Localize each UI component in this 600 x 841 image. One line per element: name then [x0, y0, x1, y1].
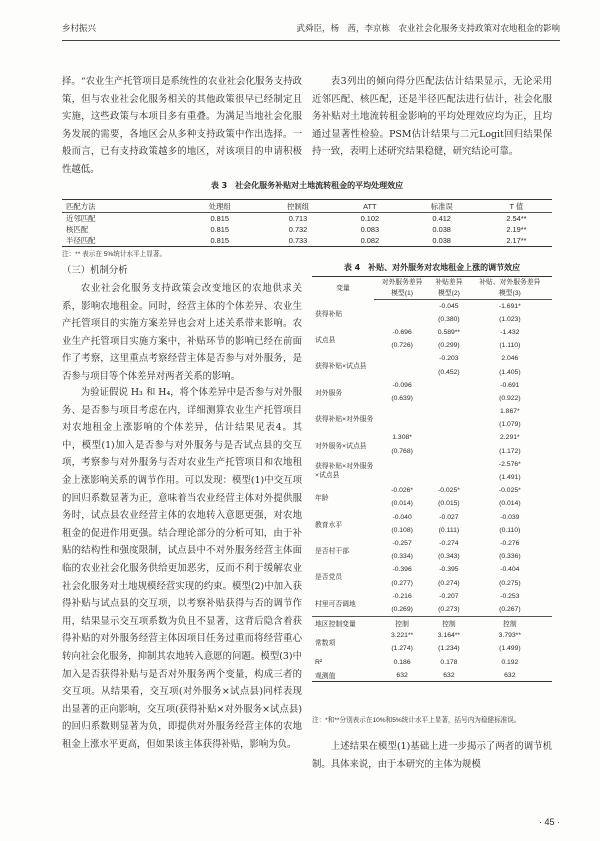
- table-cell: 控制: [430, 616, 467, 629]
- table-cell: 0.815: [210, 225, 229, 234]
- table-row: [312, 656, 552, 669]
- table-cell: (1.079): [499, 421, 521, 429]
- table-cell: 3.164**: [437, 632, 461, 640]
- table-cell: -0.257: [392, 539, 412, 547]
- table-cell: 0.082: [360, 236, 380, 245]
- table3-header: 控制组: [259, 200, 337, 213]
- table-cell: 3.221**: [390, 632, 414, 640]
- table-cell: 0.038: [432, 225, 451, 234]
- table-cell: (0.014): [499, 500, 521, 508]
- table-cell: (1.172): [499, 447, 521, 455]
- table-row: [312, 300, 552, 313]
- table-cell: [430, 445, 467, 458]
- table-cell: (1.023): [499, 315, 521, 323]
- row-label: 是否村干部: [315, 548, 349, 556]
- table-cell: [374, 300, 430, 313]
- table-cell: (0.274): [438, 579, 460, 587]
- row-label: 地区控制变量: [312, 616, 374, 629]
- table-cell: [374, 458, 430, 471]
- table-cell: -0.216: [392, 592, 412, 600]
- table-cell: -0.027: [439, 513, 459, 521]
- table-cell: 0.589**: [437, 328, 461, 336]
- top-left-paragraph: 择。“农业生产托管项目是系统性的农业社会化服务支持政策，但与农业社会化服务相关的其他政策很早已经制定且实施，这些政策与本项目多有重叠。为满足当地社会化服务发展的需要，各地区会从多种支持政策中作出选择。一般而言，已有支持政策越多的地区，对该项目的申请积极性越低。: [62, 76, 302, 175]
- table-cell: (0.726): [391, 342, 413, 350]
- table-cell: 2.291*: [500, 434, 520, 442]
- table3-header: 标准误: [403, 200, 481, 213]
- table4-caption: 表 4 补贴、对外服务对农地租金上涨的调节效应: [343, 263, 521, 272]
- table-cell: 632: [396, 671, 408, 679]
- table-cell: [430, 379, 467, 392]
- table-cell: 0.083: [360, 225, 380, 234]
- table-cell: -0.253: [500, 592, 520, 600]
- left-paragraph-2: 为验证假说 H₃ 和 H₄，将个体差异中是否参与对外服务、是否参与项目考虑在内，详细测算农业生产托管项目对农地租金上涨影响的个体差异，估计结果见表4。其中，模型(1)加入是否参与对外服务与是否试点县的交互项，考察参与对外服务与否对农业生产托管项目和农地租金上涨影响关系的调节作用。可以发现：模型(1)中交互项的回归系数显著为正，意味着当农业经营主体对外提供服务时，试点县农业经营主体的农地转入意愿更强，对农地租金的促进作用更强。结合理论部分的分析可知，由于补贴的结构性和强度限制，试点县中不对外服务经营主体面临的农业社会化服务供给更加恶劣，反而不利于缓解农业社会化服务对土地规模经营实现的约束。模型(2)中加入获得补贴与试点县的交互项，以考察补贴获得与否的调节作用，结果显示交互项系数为负且不显著，这背后隐含着获得补贴的对外服务经营主体因项目任务过重而将经营重心转向社会化服务，抑制其农地转入意愿的问题。模型(3)中加入是否获得补贴与是否对外服务两个变量，构成三者的交互项。从结果看，交互项(对外服务×试点县)同样表现出显著的正向影响，交互项(获得补贴×对外服务×试点县)的回归系数则显著为负，即提供对外服务经营主体的农地租金上涨水平更高，但如果该主体获得补贴，影响为负。: [62, 387, 302, 750]
- table-cell: 控制: [468, 616, 552, 629]
- table-cell: [430, 418, 467, 431]
- table-row: [312, 590, 552, 603]
- table-cell: [430, 431, 467, 444]
- table-cell: 近邻匹配: [66, 214, 96, 223]
- table-cell: 控制: [374, 616, 430, 629]
- table-row: [62, 213, 552, 225]
- table-cell: (0.108): [391, 526, 413, 534]
- table-cell: 2.54**: [506, 214, 527, 223]
- table-row: [312, 616, 552, 629]
- table-cell: 核匹配: [66, 225, 89, 234]
- row-label: 试点县: [315, 337, 336, 345]
- table-cell: (1.110): [499, 342, 521, 350]
- table-cell: -0.025*: [437, 487, 460, 495]
- table-cell: [430, 405, 467, 418]
- table-row: [62, 224, 552, 235]
- section-heading: （三）机制分析: [62, 265, 128, 276]
- table-cell: 3.793**: [498, 632, 521, 640]
- table-cell: (0.275): [499, 579, 521, 587]
- table3: [62, 199, 552, 247]
- table4-group-header: 补贴、对外服务差异: [479, 279, 541, 286]
- table-cell: (1.274): [391, 645, 413, 653]
- table4: [312, 276, 552, 682]
- table-cell: 半径匹配: [66, 236, 96, 245]
- table3-caption: 表 3 社会化服务补贴对土地流转租金的平均处理效应: [210, 181, 404, 190]
- left-paragraph-1: 农业社会化服务支持政策会改变地区的农地供求关系，影响农地租金。同时，经营主体的个体差异、农业生产托管项目的实施方案差异也会对上述关系带来影响。农业生产托管项目实施方案中，补贴环节的影响已经在前面作了考察，这里重点考察经营主体是否参与对外服务，是否参与项目等个体差异对两者关系的影响。: [62, 283, 302, 382]
- table4-model-header: 模型(1): [374, 288, 430, 300]
- table-cell: (0.639): [391, 394, 413, 402]
- table-cell: -1.432: [500, 328, 520, 336]
- table-cell: 1.308*: [392, 434, 412, 442]
- table4-group-header: 补贴差异: [435, 279, 463, 286]
- table-cell: 1.867*: [500, 408, 520, 416]
- table-cell: -0.395: [439, 566, 459, 574]
- table-row: [312, 511, 552, 524]
- row-label: 获得补贴×对外服务×试点县: [315, 462, 374, 479]
- table-cell: -0.026*: [391, 487, 414, 495]
- table-cell: 0.038: [432, 236, 451, 245]
- table-cell: [374, 352, 430, 365]
- table-cell: (0.015): [438, 500, 460, 508]
- page-number: · 45 ·: [538, 817, 560, 827]
- table-cell: [374, 313, 430, 326]
- table-cell: 0.713: [288, 214, 308, 223]
- row-label: 年龄: [315, 495, 329, 503]
- table-cell: 0.815: [210, 236, 229, 245]
- row-label: 获得补贴×对外服务: [315, 416, 374, 424]
- table3-header: 处理组: [181, 200, 259, 213]
- table-cell: (0.014): [391, 500, 413, 508]
- table-cell: (0.299): [438, 342, 460, 350]
- table-cell: -0.203: [439, 355, 459, 363]
- table-cell: 0.102: [360, 214, 380, 223]
- table-cell: [374, 471, 430, 484]
- table-cell: (0.768): [391, 447, 413, 455]
- table-cell: 632: [443, 671, 455, 679]
- table-cell: -0.404: [500, 566, 520, 574]
- table-cell: -0.045: [439, 302, 459, 310]
- table-cell: 2.046: [501, 355, 519, 363]
- table-cell: -0.691: [500, 381, 520, 389]
- table-cell: (0.380): [438, 315, 460, 323]
- table-row: [312, 537, 552, 550]
- table-row: [312, 484, 552, 497]
- table-cell: (0.922): [499, 394, 521, 402]
- row-label: 对外服务: [315, 389, 343, 397]
- running-header: [62, 22, 560, 38]
- bottom-right-paragraph: 上述结果在模型(1)基础上进一步揭示了两者的调节机制。具体来说，由于本研究的主体为规模: [312, 741, 552, 770]
- table-cell: (0.277): [391, 579, 413, 587]
- row-label: 教育水平: [315, 521, 343, 529]
- table-cell: (0.267): [499, 605, 521, 613]
- table-cell: -1.691*: [498, 302, 521, 310]
- table-cell: [374, 365, 430, 378]
- table-cell: 0.412: [432, 214, 451, 223]
- table-cell: [430, 471, 467, 484]
- table3-header: 匹配方法: [62, 200, 181, 213]
- table-cell: 0.192: [501, 658, 519, 666]
- table-cell: -0.025*: [498, 487, 521, 495]
- table4-group-header: 对外服务差异: [381, 279, 423, 286]
- table3-note: 注：** 表示在 5%统计水平上显著。: [62, 251, 167, 258]
- table-cell: -0.039: [500, 513, 520, 521]
- table-row: [312, 379, 552, 392]
- table-cell: 0.732: [288, 225, 308, 234]
- table-cell: (0.336): [499, 553, 521, 561]
- table-cell: [430, 392, 467, 405]
- table-cell: (1.499): [499, 645, 521, 653]
- row-label: 对外服务×试点县: [315, 442, 367, 450]
- row-label: 村里可否调地: [315, 600, 356, 608]
- table-row: [312, 563, 552, 576]
- table3-header: ATT: [337, 200, 402, 213]
- table-cell: [374, 405, 430, 418]
- table-cell: (0.334): [391, 553, 413, 561]
- table-cell: -0.274: [439, 539, 459, 547]
- row-label: 是否党员: [315, 574, 343, 582]
- article-running-title: 武舜臣，杨 茜，李京栋 农业社会化服务支持政策对农地租金的影响: [296, 24, 560, 34]
- table4-model-header: 模型(3): [468, 288, 552, 300]
- table-row: [62, 235, 552, 247]
- table-cell: -0.096: [392, 381, 412, 389]
- table-cell: -2.576*: [498, 460, 521, 468]
- table-cell: (0.111): [438, 526, 460, 534]
- top-right-paragraph: 表3列出的倾向得分匹配法估计结果显示，无论采用近邻匹配、核匹配，还是半径匹配法进行估计，社会化服务补贴对土地流转租金影响的平均处理效应均为正，且均通过显著性检验。PSM估计结果与二元Logit回归结果保持一致，表明上述研究结果稳健，研究结论可靠。: [312, 76, 552, 158]
- table-cell: -0.207: [439, 592, 459, 600]
- table-cell: (1.491): [499, 474, 521, 482]
- table-cell: 0.815: [210, 214, 229, 223]
- table-row: [312, 326, 552, 339]
- table-row: [312, 352, 552, 365]
- table-cell: -0.396: [392, 566, 412, 574]
- table-row: [312, 669, 552, 682]
- table-row: [312, 405, 552, 418]
- row-label: 获得补贴: [315, 310, 343, 318]
- table-cell: [374, 418, 430, 431]
- table-cell: 0.186: [393, 658, 411, 666]
- table-cell: (0.110): [499, 526, 521, 534]
- row-label: 获得补贴×试点县: [315, 363, 367, 371]
- row-label: 常数项: [315, 640, 336, 648]
- table-row: [312, 431, 552, 444]
- table-row: [312, 629, 552, 642]
- table-cell: (0.452): [438, 368, 460, 376]
- table-row: [312, 458, 552, 471]
- table-cell: 0.733: [288, 236, 308, 245]
- table-cell: (1.405): [499, 368, 521, 376]
- table-cell: [430, 458, 467, 471]
- row-label: R²: [315, 658, 323, 666]
- table-cell: (1.234): [438, 645, 460, 653]
- table-cell: 2.19**: [506, 225, 527, 234]
- table-cell: 632: [504, 671, 516, 679]
- table-cell: (0.343): [438, 553, 460, 561]
- journal-section-label: 乡村振兴: [62, 24, 97, 34]
- table-cell: (0.273): [438, 605, 460, 613]
- table-cell: 0.178: [440, 658, 458, 666]
- table-cell: -0.040: [392, 513, 412, 521]
- header-rule: [62, 40, 560, 41]
- table3-header: T 值: [481, 200, 552, 213]
- table-cell: 2.17**: [506, 236, 527, 245]
- table-cell: -0.696: [392, 328, 412, 336]
- table-cell: -0.276: [500, 539, 520, 547]
- row-label: 观测值: [315, 673, 336, 681]
- table4-model-header: 模型(2): [430, 288, 467, 300]
- table4-var-header: 变量: [336, 284, 350, 292]
- table-cell: (0.269): [391, 605, 413, 613]
- table4-note: 注：*和**分别表示在10%和5%统计水平上显著，括号内为稳健标准误。: [312, 717, 521, 724]
